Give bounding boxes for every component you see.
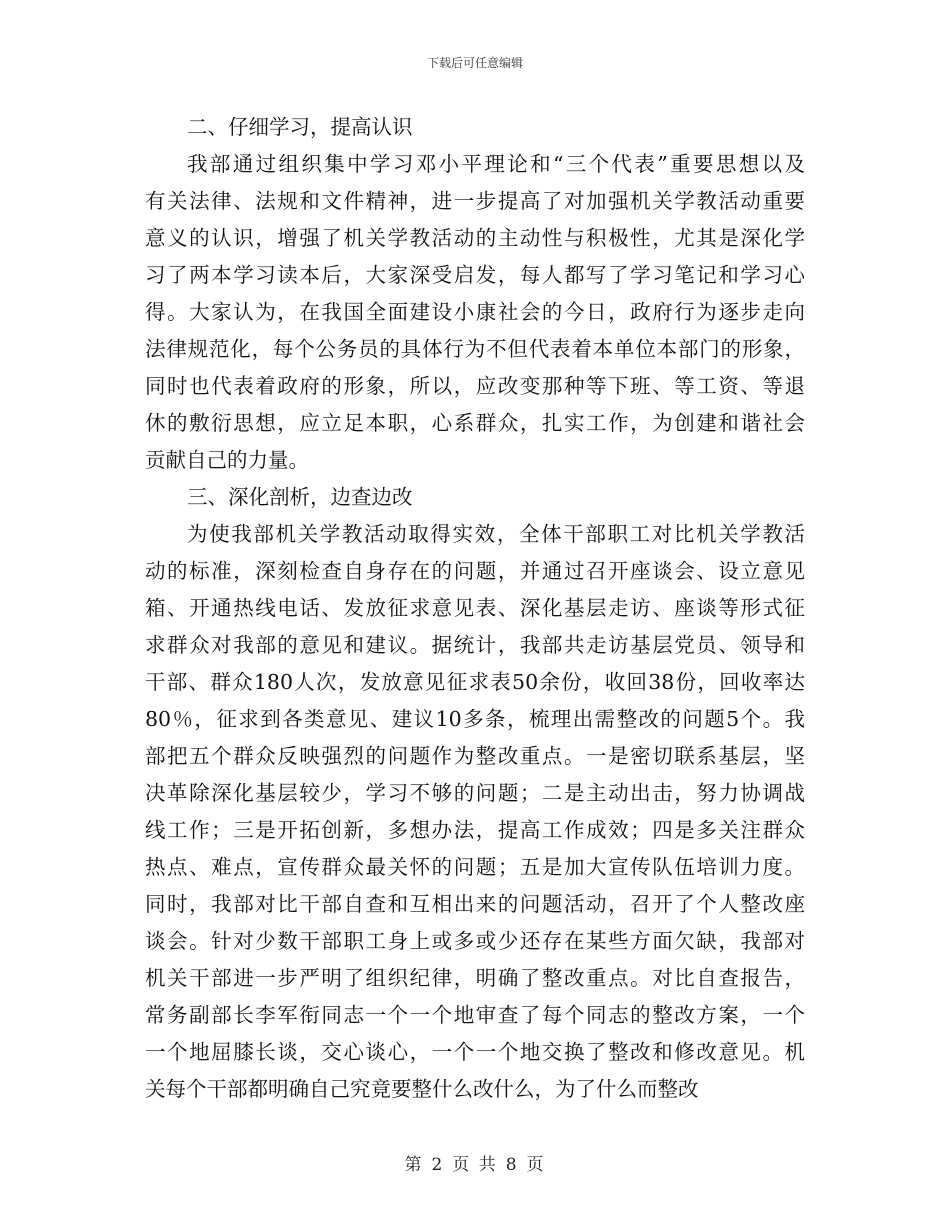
- paragraph-line: 意义的认识，增强了机关学教活动的主动性与积极性，尤其是深化学: [145, 226, 805, 250]
- paragraph-line: 一个地屈膝长谈，交心谈心，一个一个地交换了整改和修改意见。机: [145, 1040, 805, 1064]
- paragraph-line: 求群众对我部的意见和建议。据统计，我部共走访基层党员、领导和: [145, 633, 805, 657]
- paragraph-line: 决革除深化基层较少，学习不够的问题；二是主动出击，努力协调战: [145, 781, 805, 805]
- section-heading: 三、深化剖析，边查边改: [187, 485, 413, 509]
- paragraph-line: 谈会。针对少数干部职工身上或多或少还存在某些方面欠缺，我部对: [145, 929, 805, 953]
- paragraph-line: 休的敷衍思想，应立足本职，心系群众，扎实工作，为创建和谐社会: [145, 411, 805, 435]
- paragraph-line: 得。大家认为，在我国全面建设小康社会的今日，政府行为逐步走向: [145, 300, 805, 324]
- paragraph-line: 贡献自己的力量。: [145, 448, 309, 472]
- document-body: [145, 109, 805, 1108]
- paragraph-line: 常务副部长李军衔同志一个一个地审查了每个同志的整改方案，一个: [145, 1003, 805, 1027]
- paragraph-line: 机关干部进一步严明了组织纪律，明确了整改重点。对比自查报告，: [145, 966, 805, 990]
- paragraph-line: 关每个干部都明确自己究竟要整什么改什么，为了什么而整改: [145, 1077, 699, 1101]
- total-page-count: 8: [505, 1155, 519, 1175]
- footer-middle: 页 共: [452, 1155, 498, 1175]
- page-number-footer: [0, 1150, 950, 1175]
- paragraph-line: 习了两本学习读本后，大家深受启发，每人都写了学习笔记和学习心: [145, 263, 805, 287]
- current-page-number: 2: [431, 1155, 445, 1175]
- paragraph-line: 箱、开通热线电话、发放征求意见表、深化基层走访、座谈等形式征: [145, 596, 805, 620]
- paragraph-line: 有关法律、法规和文件精神，进一步提高了对加强机关学教活动重要: [145, 189, 805, 213]
- header-note: 下载后可任意编辑: [426, 56, 523, 70]
- paragraph-line: 80％，征求到各类意见、建议10多条，梳理出需整改的问题5个。我: [145, 707, 805, 731]
- footer-prefix: 第: [404, 1155, 424, 1175]
- paragraph-line: 线工作；三是开拓创新，多想办法，提高工作成效；四是多关注群众: [145, 818, 805, 842]
- paragraph-line: 同时，我部对比干部自查和互相出来的问题活动，召开了个人整改座: [145, 892, 805, 916]
- paragraph-line: 动的标准，深刻检查自身存在的问题，并通过召开座谈会、设立意见: [145, 559, 805, 583]
- paragraph-line: 热点、难点，宣传群众最关怀的问题；五是加大宣传队伍培训力度。: [145, 855, 805, 879]
- paragraph-line: 法律规范化，每个公务员的具体行为不但代表着本单位本部门的形象，: [145, 337, 805, 361]
- paragraph-line: 我部通过组织集中学习邓小平理论和“三个代表”重要思想以及: [187, 152, 805, 176]
- paragraph-line: 同时也代表着政府的形象，所以，应改变那种等下班、等工资、等退: [145, 374, 805, 398]
- paragraph-line: 为使我部机关学教活动取得实效，全体干部职工对比机关学教活: [187, 522, 805, 546]
- paragraph-line: 干部、群众180人次，发放意见征求表50余份，收回38份，回收率达: [145, 670, 805, 694]
- footer-suffix: 页: [526, 1155, 546, 1175]
- section-heading: 二、仔细学习，提高认识: [187, 115, 413, 139]
- paragraph-line: 部把五个群众反映强烈的问题作为整改重点。一是密切联系基层，坚: [145, 744, 805, 768]
